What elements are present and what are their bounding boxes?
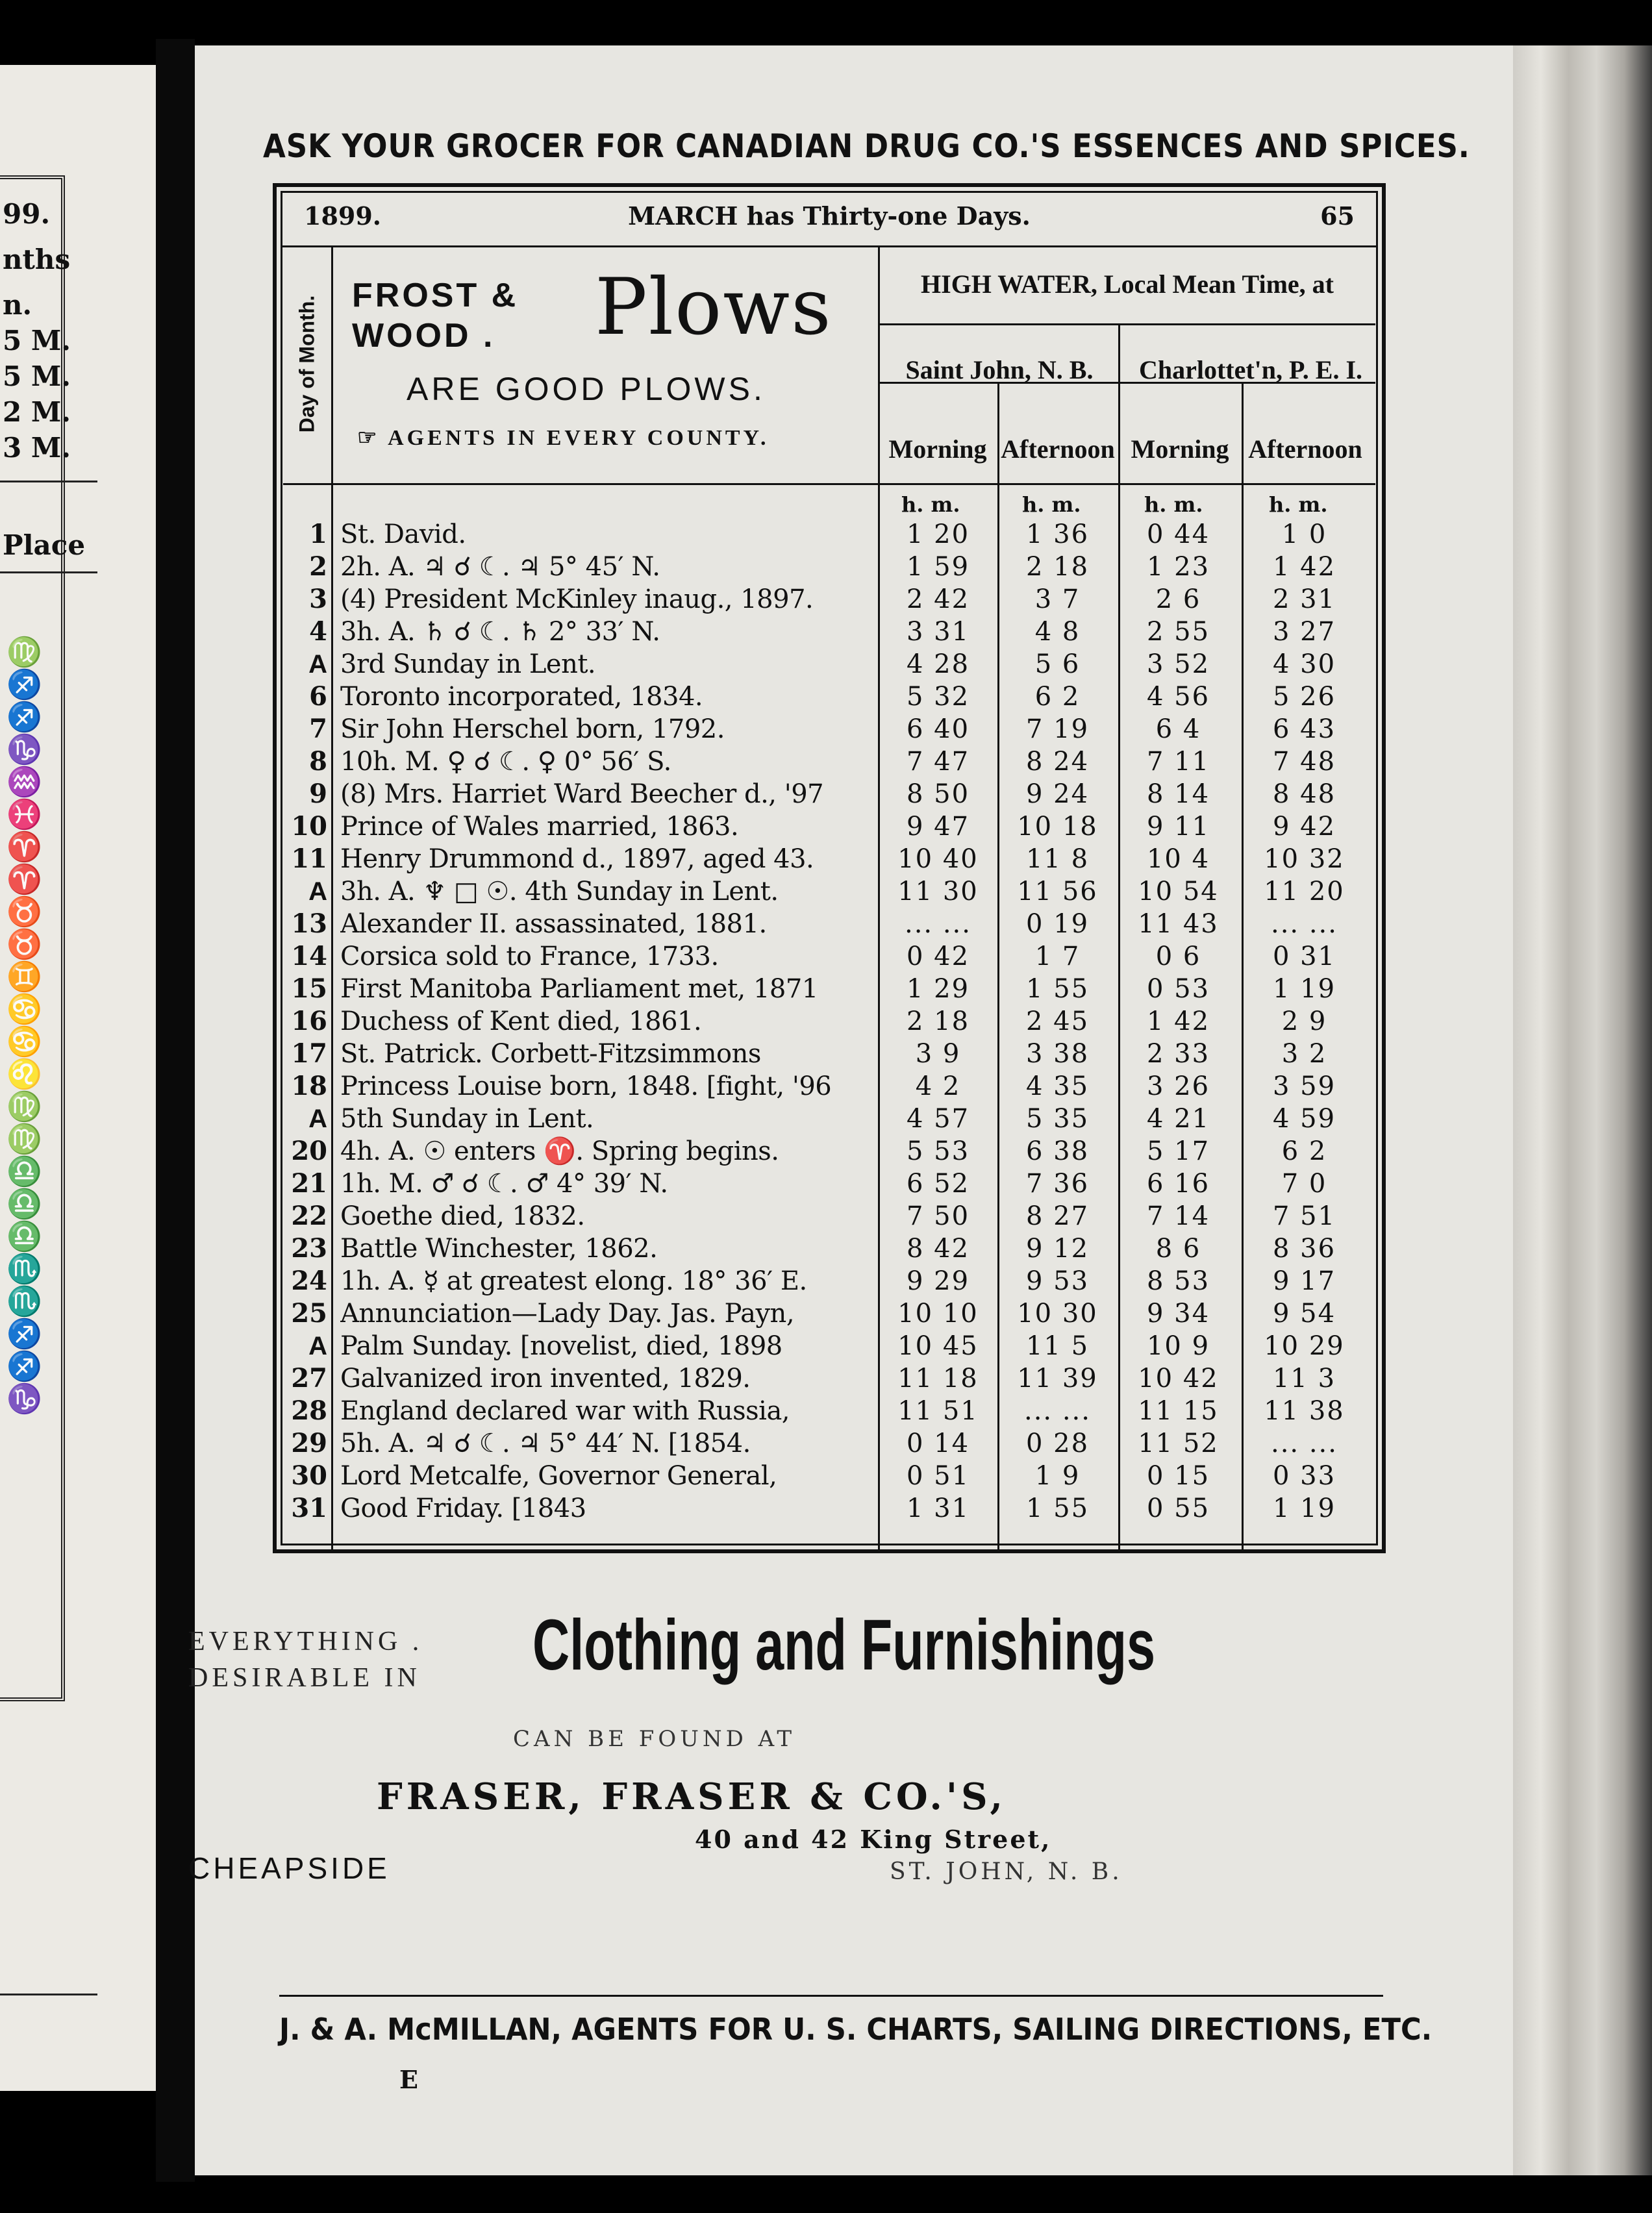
- zodiac-sign: ♉: [6, 928, 42, 961]
- units-label: h. m.: [901, 492, 960, 517]
- tide-time-ch-m: 0 6: [1155, 942, 1201, 971]
- tide-time-sj-m: 9 29: [906, 1266, 970, 1296]
- zodiac-sign: ♐: [6, 668, 42, 701]
- tide-time-sj-m: 3 9: [915, 1039, 961, 1069]
- table-row: [277, 1038, 1382, 1070]
- zodiac-sign: ♎: [6, 1188, 42, 1221]
- tide-time-ch-m: 1 23: [1146, 552, 1210, 582]
- table-row: [277, 1265, 1382, 1297]
- table-row: [277, 875, 1382, 908]
- tide-time-sj-a: 11 8: [1025, 844, 1090, 874]
- tide-time-sj-m: 5 53: [906, 1136, 970, 1166]
- tide-time-sj-a: 2 18: [1025, 552, 1090, 582]
- tide-time-ch-m: 2 33: [1146, 1039, 1210, 1069]
- tide-time-ch-a: 0 31: [1272, 942, 1336, 971]
- tide-time-sj-m: 1 29: [906, 974, 970, 1004]
- tide-time-sj-m: 0 51: [906, 1461, 970, 1491]
- tide-time-sj-a: 9 53: [1025, 1266, 1090, 1296]
- advert-clothing: Clothing and Furnishings: [532, 1605, 1156, 1685]
- table-row: [277, 1005, 1382, 1038]
- tide-time-sj-m: 4 2: [915, 1071, 961, 1101]
- table-row: [277, 1232, 1382, 1265]
- zodiac-sign: ♓: [6, 798, 42, 831]
- tide-time-sj-a: 6 2: [1034, 682, 1081, 712]
- saint-john-heading: Saint John, N. B.: [905, 355, 1094, 384]
- event-text: Corsica sold to France, 1733.: [340, 942, 719, 971]
- event-text: 3h. A. ♄ ☌ ☾. ♄ 2° 33′ N.: [340, 617, 660, 647]
- left-page-rule: [0, 481, 97, 482]
- tide-time-ch-m: 8 6: [1155, 1234, 1201, 1264]
- top-advert-banner: ASK YOUR GROCER FOR CANADIAN DRUG CO.'S ESSENCES AND SPICES.: [263, 127, 1470, 165]
- event-text: 5th Sunday in Lent.: [340, 1104, 594, 1134]
- frost-wood-advert: [335, 249, 881, 477]
- tide-time-ch-a: 10 32: [1264, 844, 1345, 874]
- tide-time-ch-a: 11 3: [1272, 1364, 1336, 1394]
- day-number: 15: [291, 973, 327, 1004]
- day-number: 4: [309, 616, 327, 647]
- advert-frost: FROST & WOOD .: [352, 277, 519, 355]
- tide-time-sj-a: 2 45: [1025, 1006, 1090, 1036]
- day-number: 7: [309, 714, 327, 744]
- day-number: 23: [291, 1233, 327, 1264]
- page-edges: [1513, 45, 1652, 2175]
- table-row: [277, 1168, 1382, 1200]
- tide-time-ch-a: 3 27: [1272, 617, 1336, 647]
- zodiac-sign: ♏: [6, 1285, 42, 1318]
- zodiac-sign: ♑: [6, 733, 42, 766]
- zodiac-sign: ♎: [6, 1155, 42, 1188]
- tide-time-ch-m: 11 15: [1138, 1396, 1219, 1426]
- tide-time-ch-m: 0 44: [1146, 519, 1210, 549]
- left-page-rule: [0, 1994, 97, 1995]
- tide-time-sj-a: 3 38: [1025, 1039, 1090, 1069]
- tide-time-ch-m: 7 11: [1146, 747, 1210, 777]
- tide-time-sj-m: 0 14: [906, 1429, 970, 1458]
- tide-time-ch-a: ... ...: [1270, 909, 1338, 939]
- event-text: Galvanized iron invented, 1829.: [340, 1364, 751, 1394]
- zodiac-sign: ♋: [6, 1025, 42, 1058]
- table-row: [277, 518, 1382, 551]
- tide-time-ch-m: 3 26: [1146, 1071, 1210, 1101]
- tide-time-sj-a: 10 18: [1017, 812, 1098, 842]
- tide-time-sj-m: 1 20: [906, 519, 970, 549]
- tide-time-ch-m: 6 4: [1155, 714, 1201, 744]
- event-text: 5h. A. ♃ ☌ ☾. ♃ 5° 44′ N. [1854.: [340, 1429, 751, 1458]
- zodiac-column: [6, 636, 58, 1416]
- tide-time-sj-a: 0 19: [1025, 909, 1090, 939]
- header-rule: [282, 245, 1377, 247]
- zodiac-sign: ♌: [6, 1058, 42, 1091]
- tide-time-ch-m: 1 42: [1146, 1006, 1210, 1036]
- day-number: 24: [291, 1266, 327, 1296]
- day-number: 17: [291, 1038, 327, 1069]
- tide-time-ch-a: 7 48: [1272, 747, 1336, 777]
- tide-time-ch-m: 2 6: [1155, 584, 1201, 614]
- day-number: A: [308, 877, 327, 906]
- table-row: [277, 810, 1382, 843]
- left-page-text: nths: [3, 244, 71, 275]
- advert-good-plows: ARE GOOD PLOWS.: [407, 371, 766, 407]
- advert-can-be-found: CAN BE FOUND AT: [513, 1726, 796, 1752]
- tide-time-sj-m: 1 31: [906, 1494, 970, 1523]
- tide-time-sj-m: 5 32: [906, 682, 970, 712]
- tide-time-ch-a: 7 51: [1272, 1201, 1336, 1231]
- tide-time-sj-m: 8 42: [906, 1234, 970, 1264]
- sj-morning-heading: Morning: [888, 434, 987, 464]
- tide-time-sj-a: 11 39: [1017, 1364, 1098, 1394]
- zodiac-sign: ♒: [6, 766, 42, 799]
- table-row: [277, 1070, 1382, 1103]
- table-row: [277, 1395, 1382, 1427]
- tide-time-ch-m: 8 53: [1146, 1266, 1210, 1296]
- day-number: 18: [291, 1071, 327, 1101]
- tide-time-sj-m: 7 50: [906, 1201, 970, 1231]
- event-text: St. David.: [340, 519, 466, 549]
- event-text: Goethe died, 1832.: [340, 1201, 585, 1231]
- tide-time-sj-a: 7 19: [1025, 714, 1090, 744]
- zodiac-sign: ♐: [6, 1350, 42, 1383]
- event-text: England declared war with Russia,: [340, 1396, 790, 1426]
- tide-time-sj-m: 2 18: [906, 1006, 970, 1036]
- zodiac-sign: ♈: [6, 863, 42, 896]
- zodiac-sign: ♊: [6, 960, 42, 994]
- zodiac-sign: ♍: [6, 1123, 42, 1156]
- day-number: 3: [309, 584, 327, 614]
- table-row: [277, 1135, 1382, 1168]
- tide-time-sj-m: 7 47: [906, 747, 970, 777]
- advert-everything: EVERYTHING . DESIRABLE IN: [188, 1627, 423, 1693]
- left-page-text: 5 M.: [3, 325, 71, 356]
- tide-time-sj-a: 0 28: [1025, 1429, 1090, 1458]
- table-row: [277, 1362, 1382, 1395]
- tide-time-ch-a: 9 42: [1272, 812, 1336, 842]
- day-number: A: [308, 650, 327, 679]
- event-text: 2h. A. ♃ ☌ ☾. ♃ 5° 45′ N.: [340, 552, 660, 582]
- event-text: 1h. A. ☿ at greatest elong. 18° 36′ E.: [340, 1266, 807, 1296]
- tide-time-ch-a: 3 2: [1281, 1039, 1327, 1069]
- left-page-text: 3 M.: [3, 432, 71, 464]
- day-number: 16: [291, 1006, 327, 1036]
- day-number: 27: [291, 1363, 327, 1394]
- day-number: 6: [309, 681, 327, 712]
- left-page-text: 99.: [3, 198, 51, 230]
- table-row: [277, 1460, 1382, 1492]
- tide-time-sj-m: 2 42: [906, 584, 970, 614]
- day-number: 1: [309, 519, 327, 549]
- tide-time-ch-m: 9 34: [1146, 1299, 1210, 1329]
- event-text: Lord Metcalfe, Governor General,: [340, 1461, 777, 1491]
- tide-time-sj-m: 8 50: [906, 779, 970, 809]
- page-number: 65: [1320, 201, 1355, 231]
- tide-time-ch-a: 6 43: [1272, 714, 1336, 744]
- tide-time-sj-m: ... ...: [904, 909, 971, 939]
- tide-time-sj-a: ... ...: [1023, 1396, 1091, 1426]
- tide-time-sj-m: 6 40: [906, 714, 970, 744]
- day-number: 28: [291, 1395, 327, 1426]
- table-row: [277, 551, 1382, 583]
- tide-time-ch-a: 4 30: [1272, 649, 1336, 679]
- advert-cheapside: CHEAPSIDE: [188, 1851, 390, 1885]
- zodiac-sign: ♋: [6, 993, 42, 1026]
- zodiac-sign: ♍: [6, 1090, 42, 1123]
- tide-time-ch-m: 10 54: [1138, 877, 1219, 906]
- tide-time-ch-a: 10 29: [1264, 1331, 1345, 1361]
- event-text: Princess Louise born, 1848. [fight, '96: [340, 1071, 832, 1101]
- day-number: 21: [291, 1168, 327, 1199]
- units-label: h. m.: [1144, 492, 1203, 517]
- tide-time-sj-a: 1 36: [1025, 519, 1090, 549]
- day-number: 2: [309, 551, 327, 582]
- tide-time-ch-m: 10 9: [1146, 1331, 1210, 1361]
- tide-time-sj-a: 1 7: [1034, 942, 1081, 971]
- units-label: h. m.: [1269, 492, 1328, 517]
- tide-time-ch-a: 11 38: [1264, 1396, 1345, 1426]
- day-number: 9: [309, 779, 327, 809]
- table-row: [277, 1427, 1382, 1460]
- event-text: (8) Mrs. Harriet Ward Beecher d., '97: [340, 779, 824, 809]
- event-text: (4) President McKinley inaug., 1897.: [340, 584, 814, 614]
- table-row: [277, 745, 1382, 778]
- tide-time-sj-a: 11 5: [1025, 1331, 1090, 1361]
- ch-morning-heading: Morning: [1131, 434, 1229, 464]
- tide-time-sj-m: 4 28: [906, 649, 970, 679]
- month-title: MARCH has Thirty-one Days.: [628, 201, 1031, 231]
- tide-time-sj-m: 0 42: [906, 942, 970, 971]
- tide-time-ch-a: ... ...: [1270, 1429, 1338, 1458]
- tide-time-ch-a: 2 9: [1281, 1006, 1327, 1036]
- table-row: [277, 713, 1382, 745]
- event-text: Henry Drummond d., 1897, aged 43.: [340, 844, 814, 874]
- tide-time-ch-a: 5 26: [1272, 682, 1336, 712]
- tide-time-sj-m: 3 31: [906, 617, 970, 647]
- event-text: Prince of Wales married, 1863.: [340, 812, 739, 842]
- day-number: 8: [309, 746, 327, 777]
- day-number: 20: [291, 1136, 327, 1166]
- tide-time-ch-m: 3 52: [1146, 649, 1210, 679]
- event-text: Palm Sunday. [novelist, died, 1898: [340, 1331, 782, 1361]
- table-row: [277, 681, 1382, 713]
- event-text: Toronto incorporated, 1834.: [340, 682, 703, 712]
- event-text: 10h. M. ♀ ☌ ☾. ♀ 0° 56′ S.: [340, 747, 671, 777]
- table-row: [277, 1492, 1382, 1525]
- tide-time-sj-m: 4 57: [906, 1104, 970, 1134]
- year: 1899.: [304, 201, 381, 231]
- event-text: First Manitoba Parliament met, 1871: [340, 974, 818, 1004]
- table-row: [277, 1297, 1382, 1330]
- tide-time-ch-m: 6 16: [1146, 1169, 1210, 1199]
- tide-time-ch-a: 8 36: [1272, 1234, 1336, 1264]
- day-number: 22: [291, 1201, 327, 1231]
- bottom-advert-banner: J. & A. McMILLAN, AGENTS FOR U. S. CHARTS, SAILING DIRECTIONS, ETC.: [279, 2012, 1433, 2047]
- zodiac-sign: ♉: [6, 895, 42, 929]
- tide-time-ch-m: 7 14: [1146, 1201, 1210, 1231]
- units-label: h. m.: [1022, 492, 1081, 517]
- event-text: Annunciation—Lady Day. Jas. Payn,: [340, 1299, 795, 1329]
- bottom-rule: [279, 1995, 1383, 1997]
- event-text: 1h. M. ♂ ☌ ☾. ♂ 4° 39′ N.: [340, 1169, 668, 1199]
- tide-time-sj-a: 5 6: [1034, 649, 1081, 679]
- tide-time-sj-a: 4 35: [1025, 1071, 1090, 1101]
- day-number: 31: [291, 1493, 327, 1523]
- tide-time-ch-a: 1 42: [1272, 552, 1336, 582]
- tide-time-sj-a: 5 35: [1025, 1104, 1090, 1134]
- tide-time-ch-a: 1 0: [1281, 519, 1327, 549]
- day-number: 30: [291, 1460, 327, 1491]
- left-page-text: n.: [3, 289, 32, 321]
- day-number: 14: [291, 941, 327, 971]
- column-head-rule: [283, 483, 1375, 485]
- table-row: [277, 1200, 1382, 1232]
- tide-time-ch-a: 7 0: [1281, 1169, 1327, 1199]
- tide-time-sj-a: 6 38: [1025, 1136, 1090, 1166]
- event-text: 3rd Sunday in Lent.: [340, 649, 596, 679]
- ch-afternoon-heading: Afternoon: [1248, 434, 1362, 464]
- zodiac-sign: ♎: [6, 1220, 42, 1253]
- tide-time-ch-a: 3 59: [1272, 1071, 1336, 1101]
- tide-time-sj-m: 10 10: [897, 1299, 979, 1329]
- tide-time-ch-a: 6 2: [1281, 1136, 1327, 1166]
- tide-time-ch-a: 1 19: [1272, 1494, 1336, 1523]
- event-text: Duchess of Kent died, 1861.: [340, 1006, 702, 1036]
- hw-rule: [878, 323, 1375, 325]
- tide-time-sj-m: 11 51: [897, 1396, 979, 1426]
- tide-time-sj-a: 1 55: [1025, 974, 1090, 1004]
- tide-time-sj-a: 1 9: [1034, 1461, 1081, 1491]
- event-text: Alexander II. assassinated, 1881.: [340, 909, 767, 939]
- left-page-rule: [0, 571, 97, 573]
- left-page-text: 5 M.: [3, 360, 71, 392]
- tide-time-ch-m: 0 55: [1146, 1494, 1210, 1523]
- event-text: Sir John Herschel born, 1792.: [340, 714, 725, 744]
- tide-time-ch-a: 11 20: [1264, 877, 1345, 906]
- tide-time-sj-a: 9 24: [1025, 779, 1090, 809]
- tide-time-ch-a: 4 59: [1272, 1104, 1336, 1134]
- tide-time-ch-m: 11 43: [1138, 909, 1219, 939]
- signature-mark: E: [399, 2065, 418, 2094]
- tide-time-ch-m: 10 42: [1138, 1364, 1219, 1394]
- tide-time-sj-a: 7 36: [1025, 1169, 1090, 1199]
- tide-time-ch-a: 0 33: [1272, 1461, 1336, 1491]
- day-number: 13: [291, 908, 327, 939]
- advert-city: ST. JOHN, N. B.: [890, 1858, 1123, 1885]
- day-of-month-label: Day of Month.: [295, 295, 319, 432]
- day-number: 25: [291, 1298, 327, 1329]
- day-number: 29: [291, 1428, 327, 1458]
- tide-time-sj-a: 11 56: [1017, 877, 1098, 906]
- left-page-fragment: [0, 65, 156, 2091]
- event-text: 3h. A. ♆ □ ☉. 4th Sunday in Lent.: [340, 877, 779, 906]
- table-row: [277, 973, 1382, 1005]
- tide-time-ch-a: 2 31: [1272, 584, 1336, 614]
- tide-time-ch-m: 2 55: [1146, 617, 1210, 647]
- zodiac-sign: ♈: [6, 831, 42, 864]
- zodiac-sign: ♑: [6, 1382, 42, 1416]
- tide-time-sj-a: 4 8: [1034, 617, 1081, 647]
- tide-time-sj-a: 10 30: [1017, 1299, 1098, 1329]
- tide-time-sj-m: 10 40: [897, 844, 979, 874]
- tide-time-ch-m: 0 53: [1146, 974, 1210, 1004]
- table-row: [277, 1103, 1382, 1135]
- tide-time-ch-a: 8 48: [1272, 779, 1336, 809]
- table-row: [277, 940, 1382, 973]
- sj-afternoon-heading: Afternoon: [1001, 434, 1115, 464]
- tide-time-ch-m: 9 11: [1146, 812, 1210, 842]
- table-row: [277, 843, 1382, 875]
- tide-time-sj-m: 11 30: [897, 877, 979, 906]
- charlottetown-heading: Charlottet'n, P. E. I.: [1138, 355, 1363, 384]
- event-text: 4h. A. ☉ enters ♈. Spring begins.: [340, 1136, 779, 1166]
- day-number: 10: [291, 811, 327, 842]
- table-row: [277, 1330, 1382, 1362]
- left-page-text: Place: [3, 529, 86, 561]
- event-text: Good Friday. [1843: [340, 1494, 586, 1523]
- tide-time-ch-a: 9 54: [1272, 1299, 1336, 1329]
- tide-time-sj-a: 3 7: [1034, 584, 1081, 614]
- tide-time-sj-a: 9 12: [1025, 1234, 1090, 1264]
- table-row: [277, 778, 1382, 810]
- zodiac-sign: ♏: [6, 1253, 42, 1286]
- tide-time-ch-m: 4 21: [1146, 1104, 1210, 1134]
- tide-time-ch-m: 5 17: [1146, 1136, 1210, 1166]
- tide-time-ch-m: 0 15: [1146, 1461, 1210, 1491]
- calendar-table: [273, 183, 1386, 1553]
- advert-fraser: FRASER, FRASER & CO.'S,: [377, 1775, 1007, 1818]
- tide-time-ch-m: 4 56: [1146, 682, 1210, 712]
- zodiac-sign: ♐: [6, 701, 42, 734]
- tide-time-sj-m: 9 47: [906, 812, 970, 842]
- table-row: [277, 648, 1382, 681]
- day-number: A: [308, 1105, 327, 1133]
- table-header: [282, 194, 1377, 240]
- advert-address: 40 and 42 King Street,: [695, 1825, 1052, 1854]
- tide-time-sj-m: 6 52: [906, 1169, 970, 1199]
- high-water-title: HIGH WATER, Local Mean Time, at: [921, 269, 1334, 299]
- left-page-text: 2 M.: [3, 396, 71, 428]
- advert-agents: ☞ AGENTS IN EVERY COUNTY.: [357, 426, 770, 450]
- tide-time-ch-a: 9 17: [1272, 1266, 1336, 1296]
- tide-time-ch-m: 10 4: [1146, 844, 1210, 874]
- tide-time-sj-a: 8 24: [1025, 747, 1090, 777]
- tide-time-sj-m: 11 18: [897, 1364, 979, 1394]
- zodiac-sign: ♐: [6, 1318, 42, 1351]
- table-row: [277, 616, 1382, 648]
- advert-plows: Plows: [595, 262, 832, 353]
- event-text: St. Patrick. Corbett-Fitzsimmons: [340, 1039, 761, 1069]
- tide-time-ch-m: 8 14: [1146, 779, 1210, 809]
- tide-time-ch-a: 1 19: [1272, 974, 1336, 1004]
- day-number: 11: [291, 844, 327, 874]
- table-row: [277, 908, 1382, 940]
- tide-time-sj-a: 1 55: [1025, 1494, 1090, 1523]
- table-row: [277, 583, 1382, 616]
- tide-time-sj-a: 8 27: [1025, 1201, 1090, 1231]
- tide-time-ch-m: 11 52: [1138, 1429, 1219, 1458]
- tide-time-sj-m: 1 59: [906, 552, 970, 582]
- day-number: A: [308, 1332, 327, 1360]
- tide-time-sj-m: 10 45: [897, 1331, 979, 1361]
- event-text: Battle Winchester, 1862.: [340, 1234, 658, 1264]
- zodiac-sign: ♍: [6, 636, 42, 669]
